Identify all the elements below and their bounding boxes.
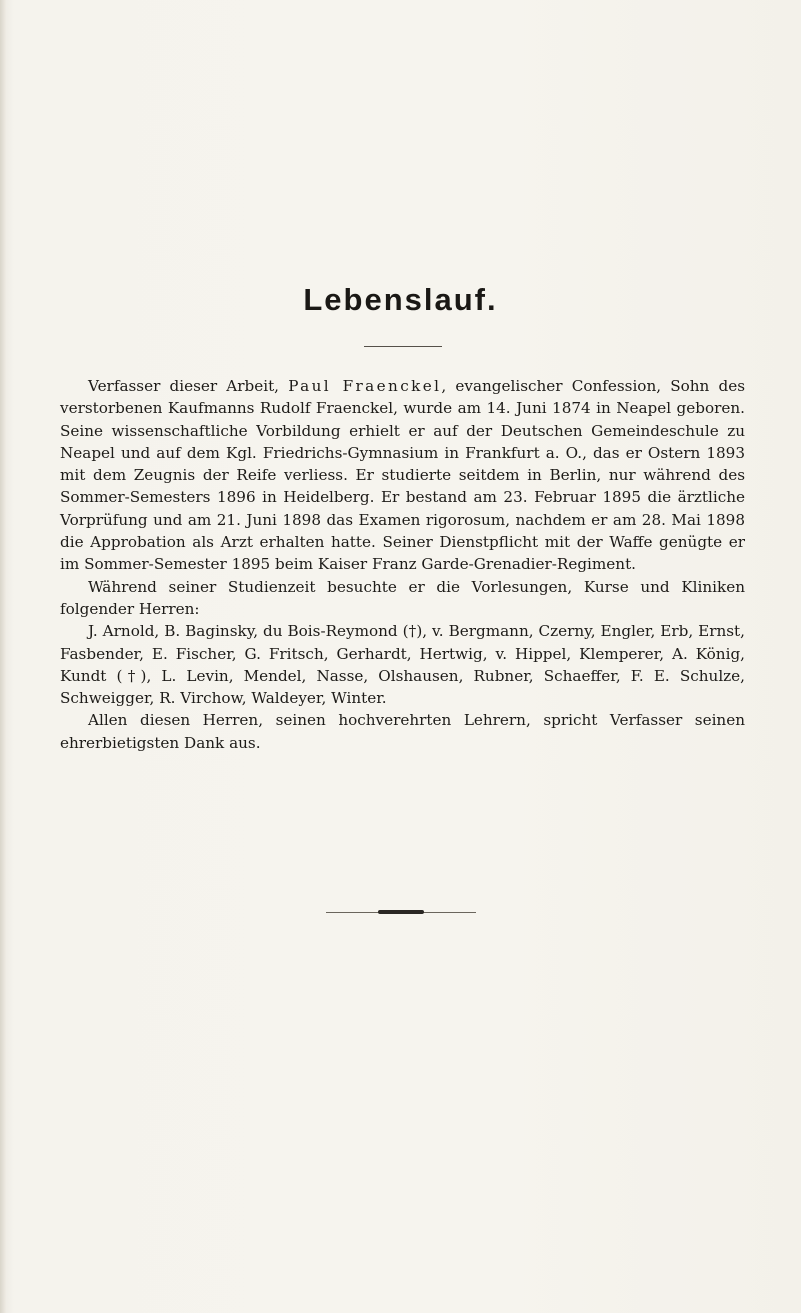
paragraph-biography-intro: Verfasser dieser Arbeit,	[88, 377, 289, 395]
author-name: Paul Fraenckel	[288, 377, 442, 395]
paragraph-studies: Während seiner Studienzeit besuchte er die Vorlesungen, Kurse und Kliniken folgender Herren:	[60, 577, 745, 618]
end-ornament-center	[378, 910, 424, 914]
document-body	[60, 375, 745, 754]
paragraph-biography-rest: , evangelischer Confession, Sohn des verstorbenen Kaufmanns Rudolf Fraenckel, wurde am 14. Juni 1874 in Neapel geboren. Seine wissenschaftliche Vorbildung erhielt er auf der Deutschen Gemeindeschule zu Neapel und auf dem Kgl. Friedrichs-Gymnasium in Frankfurt a. O., das er Ostern 1893 mit dem Zeugnis der Reife verliess. Er studierte seitdem in Berlin, nur während des Sommer-Semesters 1896 in Heidelberg. Er bestand am 23. Februar 1895 die ärztliche Vorprüfung und am 21. Juni 1898 das Examen rigorosum, nachdem er am 28. Mai 1898 die Approbation als Arzt erhalten hatte. Seiner Dienstpflicht mit der Waffe genügte er im Sommer-Semester 1895 beim Kaiser Franz Garde-Grenadier-Regiment.	[60, 377, 746, 574]
paragraph-biography	[60, 375, 745, 576]
paragraph-teachers-list: J. Arnold, B. Baginsky, du Bois-Reymond (†), v. Bergmann, Czerny, Engler, Erb, Ernst, Fasbender, E. Fischer, G. Fritsch, Gerhardt, Hertwig, v. Hippel, Klemperer, A. König, Kundt (†), L. Levin, Mendel, Nasse, Olshausen, Rubner, Schaeffer, F. E. Schulze, Schweigger, R. Virchow, Waldeyer, Winter.	[60, 622, 745, 708]
document-title: Lebenslauf.	[303, 282, 498, 317]
title-rule	[364, 346, 442, 347]
end-ornament	[326, 910, 476, 914]
page-left-edge	[0, 0, 6, 1313]
paragraph-acknowledgement: Allen diesen Herren, seinen hochverehrten Lehrern, spricht Verfasser seinen ehrerbietigsten Dank aus.	[60, 711, 745, 752]
